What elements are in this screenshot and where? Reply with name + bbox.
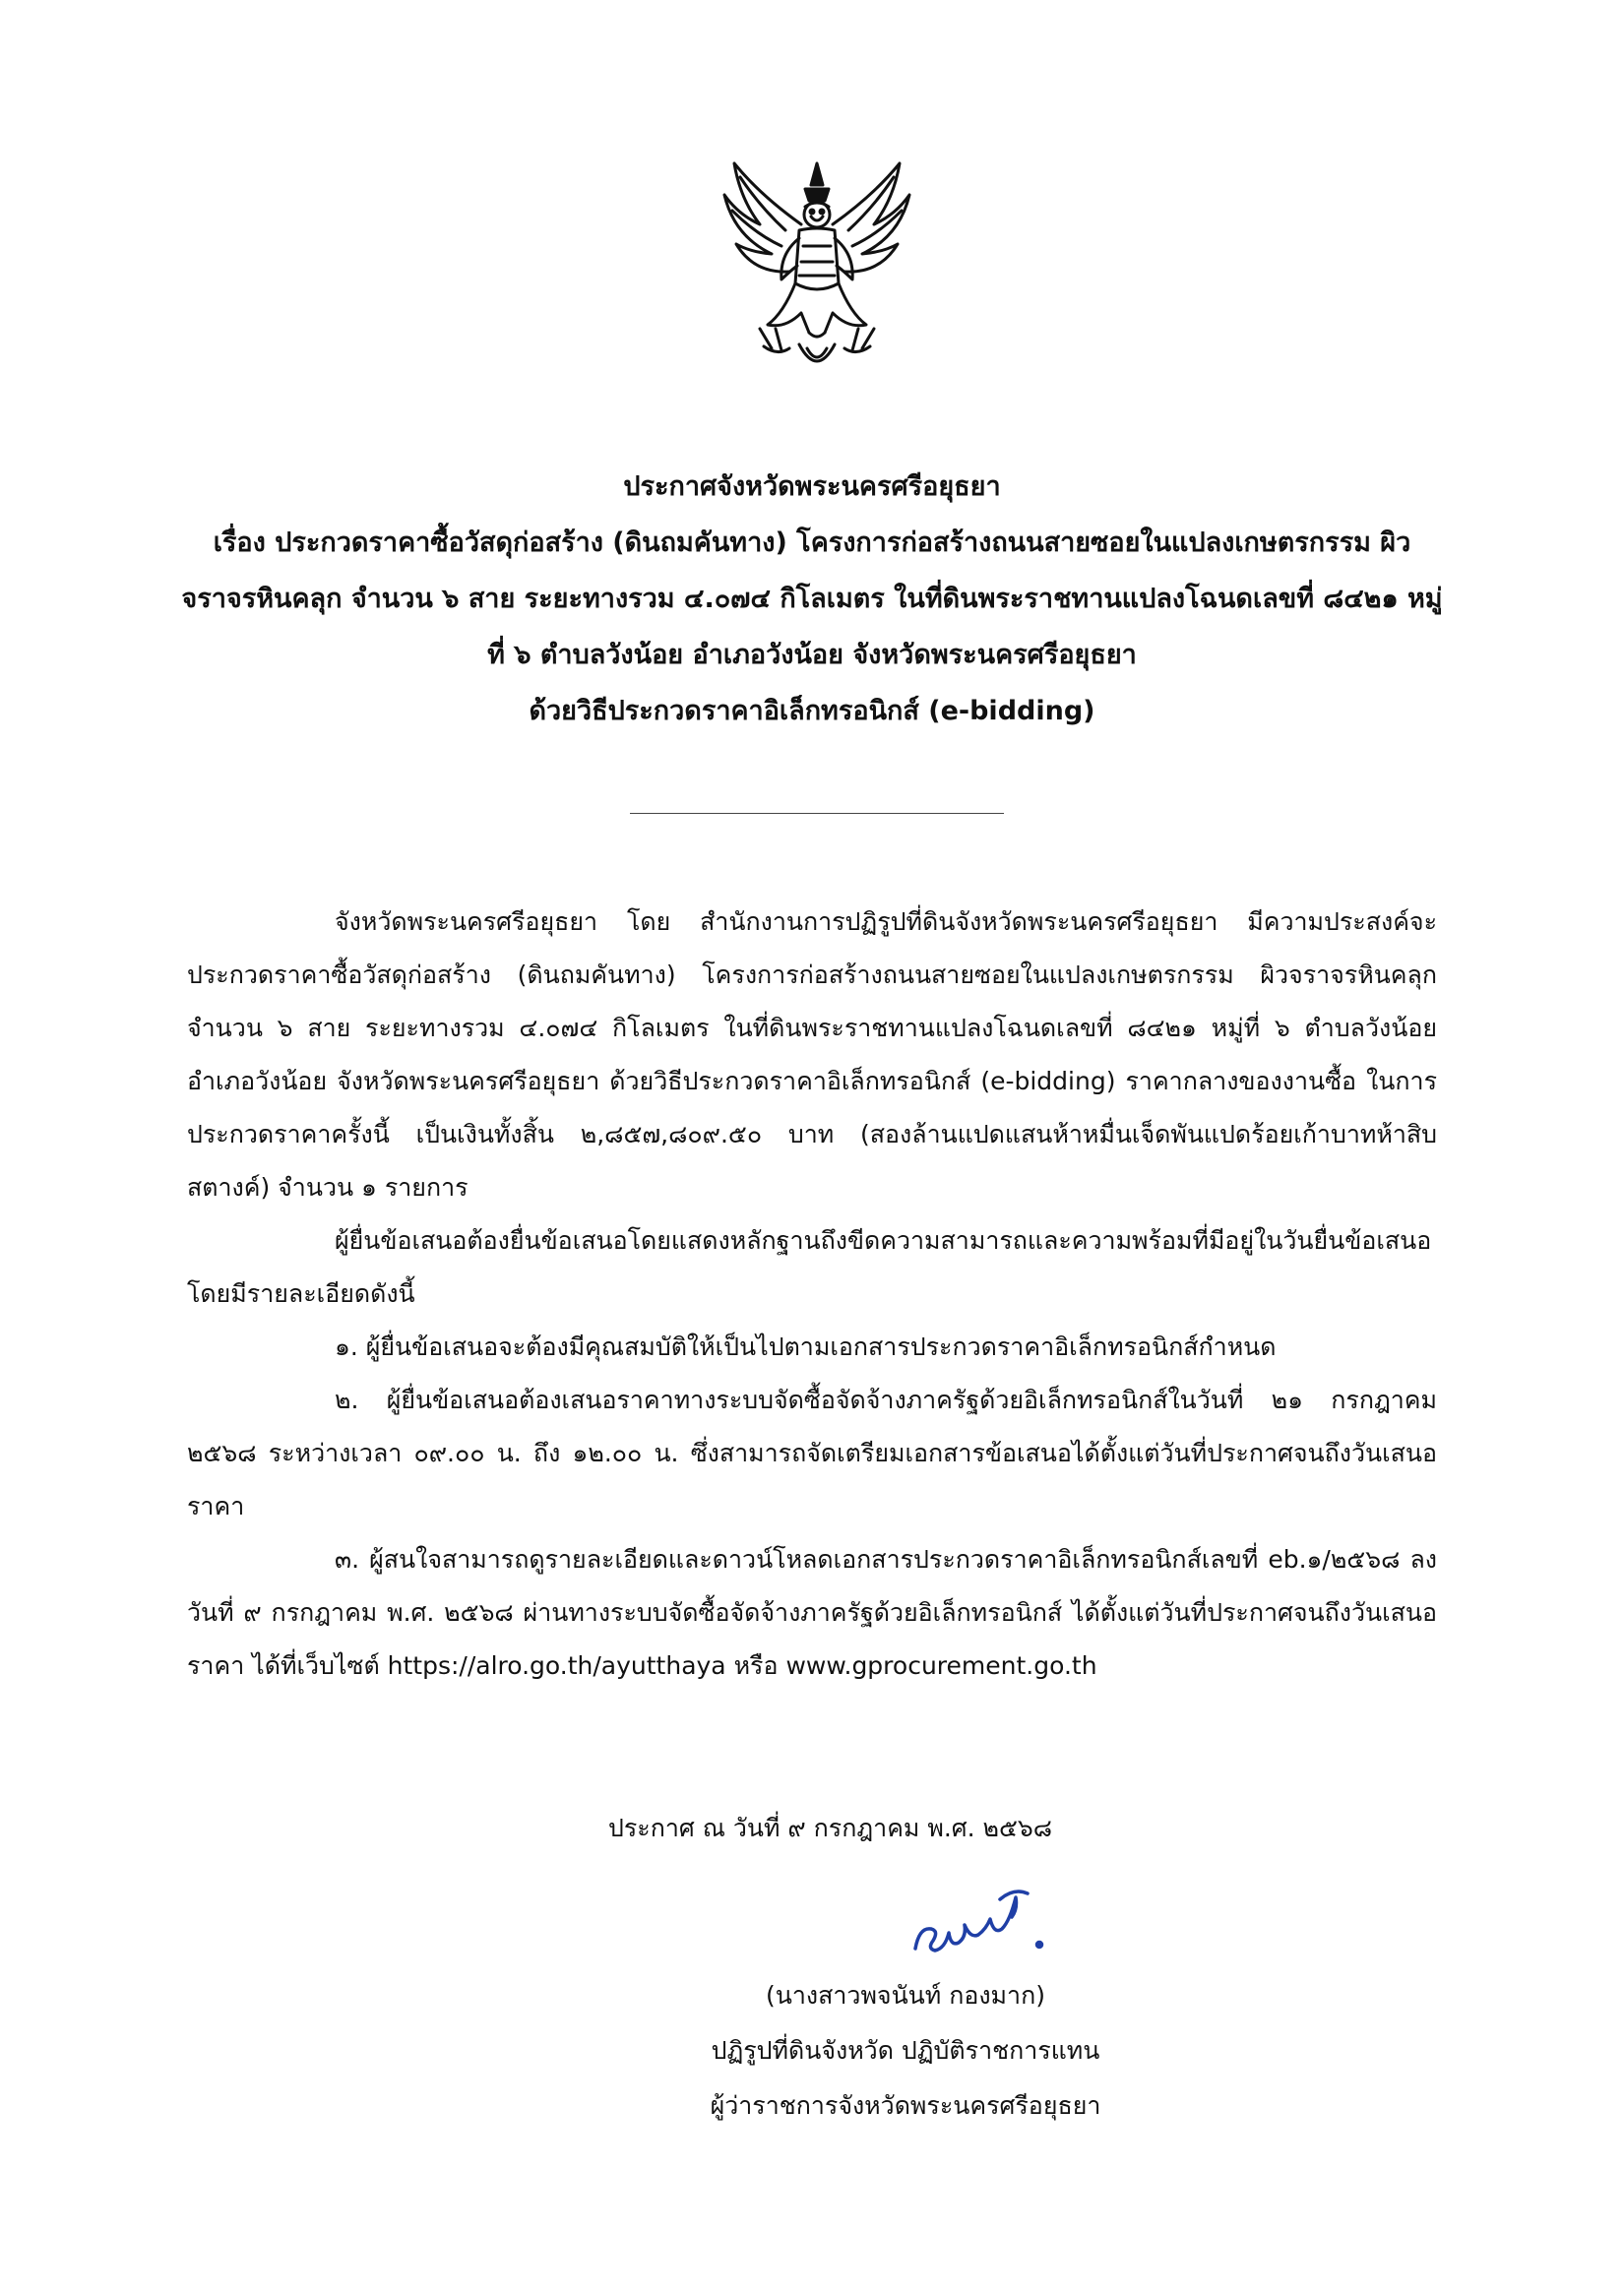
title-line-5: ด้วยวิธีประกวดราคาอิเล็กทรอนิกส์ (e-bidding) [529,696,1095,726]
condition-item-3: ๓. ผู้สนใจสามารถดูรายละเอียดและดาวน์โหลดเอกสารประกวดราคาอิเล็กทรอนิกส์เลขที่ eb.๑/๒๕๖๘ ลงวันที่ ๙ กรกฎาคม พ.ศ. ๒๕๖๘ ผ่านทางระบบจัดซื้อจัดจ้างภาครัฐด้วยอิเล็กทรอนิกส์ ได้ตั้งแต่วันที่ประกาศจนถึงวันเสนอราคา ได้ที่เว็บไซต์ https://alro.go.th/ayutthaya หรือ www.gprocurement.go.th [187,1545,1437,1680]
title-line-4: ที่ ๖ ตำบลวังน้อย อำเภอวังน้อย จังหวัดพระนครศรีอยุธยา [487,640,1137,670]
signer-name: (นางสาวพจนันท์ กองมาก) [766,1981,1045,2010]
announcement-title [148,459,1476,739]
handwritten-signature [906,1880,1053,1968]
body-paragraph-1: จังหวัดพระนครศรีอยุธยา โดย สำนักงานการปฏิรูปที่ดินจังหวัดพระนครศรีอยุธยา มีความประสงค์จะประกวดราคาซื้อวัสดุก่อสร้าง (ดินถมคันทาง) โครงการก่อสร้างถนนสายซอยในแปลงเกษตรกรรม ผิวจราจรหินคลุก จำนวน ๖ สาย ระยะทางรวม ๔.๐๗๔ กิโลเมตร ในที่ดินพระราชทานแปลงโฉนดเลขที่ ๘๔๒๑ หมู่ที่ ๖ ตำบลวังน้อย อำเภอวังน้อย จังหวัดพระนครศรีอยุธยา ด้วยวิธีประกวดราคาอิเล็กทรอนิกส์ (e-bidding) ราคากลางของงานซื้อ ในการประกวดราคาครั้งนี้ เป็นเงินทั้งสิ้น ๒,๘๕๗,๘๐๙.๕๐ บาท (สองล้านแปดแสนห้าหมื่นเจ็ดพันแปดร้อยเก้าบาทห้าสิบสตางค์) จำนวน ๑ รายการ [187,907,1437,1202]
condition-item-2: ๒. ผู้ยื่นข้อเสนอต้องเสนอราคาทางระบบจัดซื้อจัดจ้างภาครัฐด้วยอิเล็กทรอนิกส์ในวันที่ ๒๑ กรกฎาคม ๒๕๖๘ ระหว่างเวลา ๐๙.๐๐ น. ถึง ๑๒.๐๐ น. ซึ่งสามารถจัดเตรียมเอกสารข้อเสนอได้ตั้งแต่วันที่ประกาศจนถึงวันเสนอราคา [187,1386,1437,1520]
body-paragraph-2: ผู้ยื่นข้อเสนอต้องยื่นข้อเสนอโดยแสดงหลักฐานถึงขีดความสามารถและความพร้อมที่มีอยู่ในวันยื่นข้อเสนอ โดยมีรายละเอียดดังนี้ [187,1226,1432,1308]
condition-item-1: ๑. ผู้ยื่นข้อเสนอจะต้องมีคุณสมบัติให้เป็นไปตามเอกสารประกวดราคาอิเล็กทรอนิกส์กำหนด [335,1332,1277,1361]
announcement-body [187,896,1437,1693]
signer-position-1: ปฏิรูปที่ดินจังหวัด ปฏิบัติราชการแทน [711,2036,1100,2065]
title-line-1: ประกาศจังหวัดพระนครศรีอยุธยา [623,471,1001,502]
signer-position-2: ผู้ว่าราชการจังหวัดพระนครศรีอยุธยา [710,2091,1101,2120]
title-line-2: เรื่อง ประกวดราคาซื้อวัสดุก่อสร้าง (ดินถมคันทาง) โครงการก่อสร้างถนนสายซอยในแปลงเกษตรกรรม ผิว [213,527,1411,558]
signer-details [591,1968,1220,2134]
announce-date: ประกาศ ณ วันที่ ๙ กรกฎาคม พ.ศ. ๒๕๖๘ [608,1814,1053,1842]
title-line-3: จราจรหินคลุก จำนวน ๖ สาย ระยะทางรวม ๔.๐๗๔ กิโลเมตร ในที่ดินพระราชทานแปลงโฉนดเลขที่ ๘๔๒๑ หมู่ [181,584,1443,614]
garuda-emblem-icon [720,155,913,382]
title-divider [630,813,1004,814]
